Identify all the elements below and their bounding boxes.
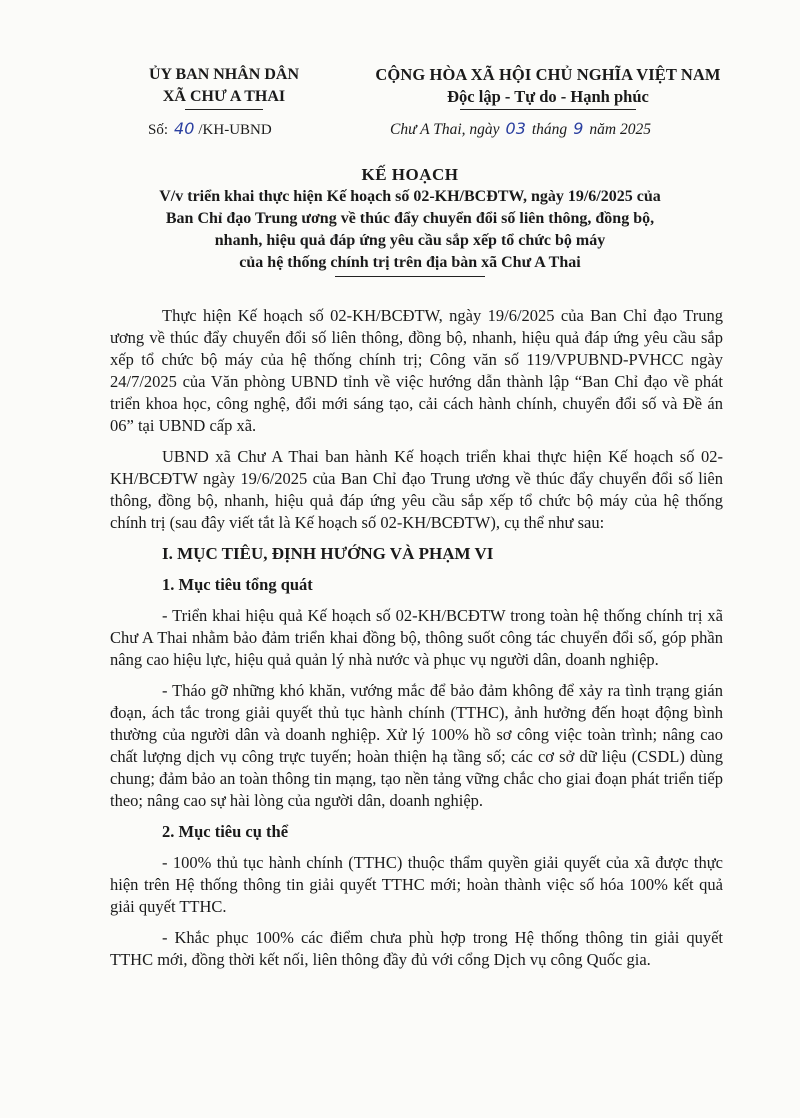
nation-name: CỘNG HÒA XÃ HỘI CHỦ NGHĨA VIỆT NAM <box>375 65 721 84</box>
intro-paragraph-1: Thực hiện Kế hoạch số 02-KH/BCĐTW, ngày 19/6/2025 của Ban Chỉ đạo Trung ương về thúc đẩy chuyển đổi số liên thông, đồng bộ, nhanh, hiệu quả đáp ứng yêu cầu sắp xếp tổ chức bộ máy của hệ thống chính trị; Công văn số 119/VPUBND-PVHCC ngày 24/7/2025 của Văn phòng UBND tỉnh về việc hướng dẫn thành lập “Ban Chỉ đạo về phát triển khoa học, công nghệ, đổi mới sáng tạo, cải cách hành chính, chuyển đổi số và Đề án 06” tại UBND cấp xã. <box>110 306 723 435</box>
general-objective-1: - Triển khai hiệu quả Kế hoạch số 02-KH/BCĐTW trong toàn hệ thống chính trị xã Chư A Thai nhằm bảo đảm triển khai đồng bộ, thông suốt công tác chuyển đổi số, góp phần nâng cao hiệu lực, hiệu quả quản lý nhà nước và phục vụ người dân, doanh nghiệp. <box>110 606 723 669</box>
date-day-handwritten: 03 <box>505 119 526 138</box>
specific-objective-1: - 100% thủ tục hành chính (TTHC) thuộc thẩm quyền giải quyết của xã được thực hiện trên Hệ thống thông tin giải quyết TTHC mới; hoàn thành việc số hóa 100% kết quả giải quyết TTHC. <box>110 853 723 916</box>
authority-line-2: XÃ CHƯ A THAI <box>162 88 286 105</box>
national-motto: Độc lập - Tự do - Hạnh phúc <box>447 87 649 106</box>
general-objective-2: - Tháo gỡ những khó khăn, vướng mắc để bảo đảm không để xảy ra tình trạng gián đoạn, ách tắc trong giải quyết thủ tục hành chính (TTHC), ảnh hưởng đến hoạt động bình thường của người dân và doanh nghiệp. Xử lý 100% hồ sơ công việc toàn trình; nâng cao chất lượng dịch vụ công trực tuyến; hoàn thiện hạ tầng số; các cơ sở dữ liệu (CSDL) dùng chung; đảm bảo an toàn thông tin mạng, tạo nền tảng vững chắc cho giai đoạn phát triển tiếp theo; nâng cao sự hài lòng của người dân, doanh nghiệp. <box>110 681 723 810</box>
doc-number-suffix: /KH-UBND <box>198 122 272 138</box>
subject-line-2: Ban Chỉ đạo Trung ương về thúc đẩy chuyển đổi số liên thông, đồng bộ, <box>165 210 655 227</box>
title-underline <box>335 276 485 277</box>
subsection-heading-general: 1. Mục tiêu tổng quát <box>162 575 313 594</box>
date-line <box>390 119 651 139</box>
issuing-authority <box>108 64 340 110</box>
date-year: năm 2025 <box>589 121 651 138</box>
document-body <box>110 305 723 980</box>
authority-underline <box>185 109 263 110</box>
motto-underline <box>460 109 636 110</box>
subject-line-3: nhanh, hiệu quả đáp ứng yêu cầu sắp xếp tổ chức bộ máy <box>214 232 606 249</box>
date-month-handwritten: 9 <box>573 119 584 138</box>
national-header <box>338 64 758 110</box>
document-number <box>148 119 272 139</box>
doc-number-prefix: Số: <box>148 122 169 138</box>
date-place: Chư A Thai, ngày <box>390 121 500 138</box>
subject-line-1: V/v triển khai thực hiện Kế hoạch số 02-KH/BCĐTW, ngày 19/6/2025 của <box>159 188 661 205</box>
document-title <box>80 164 740 277</box>
subject-line-4: của hệ thống chính trị trên địa bàn xã Chư A Thai <box>239 254 581 271</box>
intro-paragraph-2: UBND xã Chư A Thai ban hành Kế hoạch triển khai thực hiện Kế hoạch số 02-KH/BCĐTW ngày 19/6/2025 của Ban Chỉ đạo Trung ương về thúc đẩy chuyển đổi số liên thông, đồng bộ, nhanh, hiệu quả đáp ứng yêu cầu sắp xếp tổ chức bộ máy của hệ thống chính trị (sau đây viết tắt là Kế hoạch số 02-KH/BCĐTW), cụ thể như sau: <box>110 447 723 532</box>
doc-number-handwritten: 40 <box>174 119 195 138</box>
section-heading-1: I. MỤC TIÊU, ĐỊNH HƯỚNG VÀ PHẠM VI <box>162 544 494 563</box>
date-month-label: tháng <box>531 121 568 138</box>
authority-line-1: ỦY BAN NHÂN DÂN <box>148 66 300 83</box>
specific-objective-2: - Khắc phục 100% các điểm chưa phù hợp trong Hệ thống thông tin giải quyết TTHC mới, đồng thời kết nối, liên thông đầy đủ với cổng Dịch vụ công Quốc gia. <box>110 928 723 969</box>
document-type: KẾ HOẠCH <box>361 165 459 184</box>
subsection-heading-specific: 2. Mục tiêu cụ thể <box>162 822 289 841</box>
